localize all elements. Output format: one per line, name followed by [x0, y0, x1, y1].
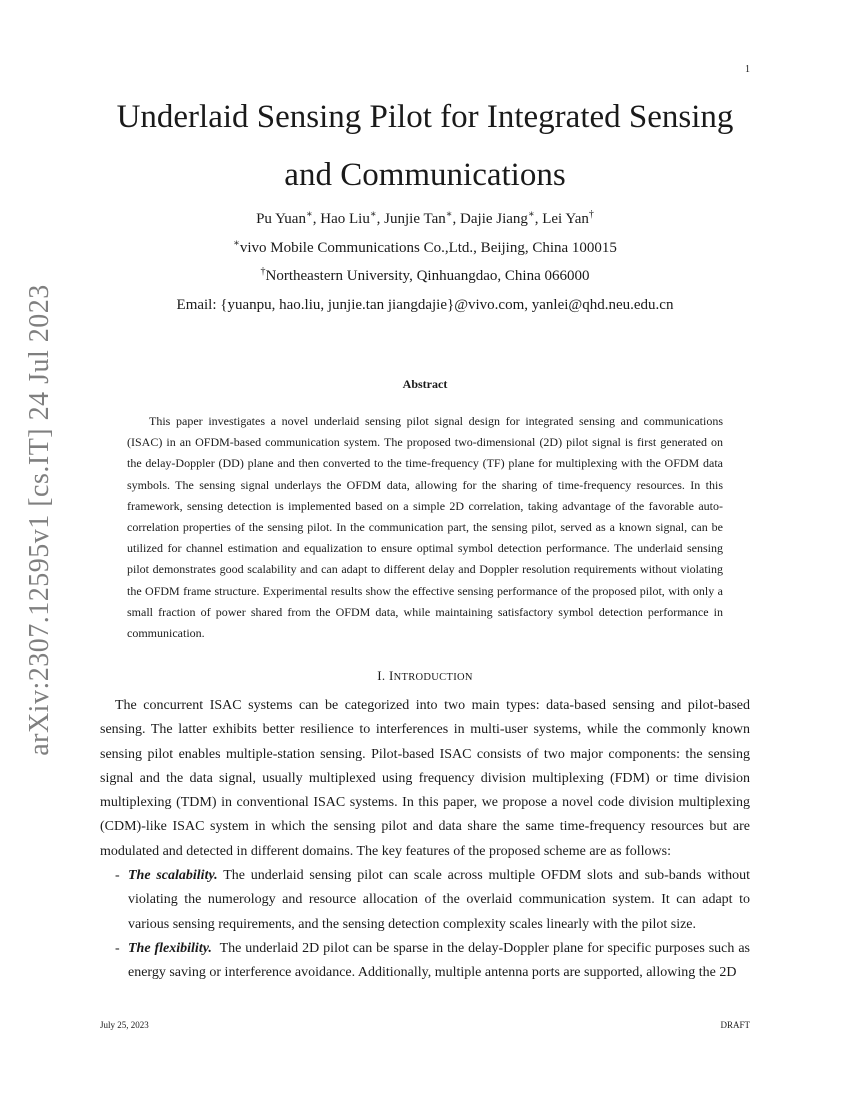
author-block	[100, 205, 750, 319]
section-number: I.	[377, 668, 386, 683]
feature-text: The underlaid 2D pilot can be sparse in the delay-Doppler plane for specific purposes such as energy saving or interference avoidance. Additionally, multiple antenna ports are supported, allowing the 2D	[128, 940, 750, 981]
feature-title: The flexibility.	[128, 940, 212, 956]
paper-title: Underlaid Sensing Pilot for Integrated Sensing and Communications	[116, 99, 734, 193]
abstract-text: This paper investigates a novel underlaid sensing pilot signal design for integrated sensing and communications (ISAC) in an OFDM-based communication system. The proposed two-dimensional (2D) pilot signal is first generated on the delay-Doppler (DD) plane and then converted to the time-frequency (TF) plane for multiplexing with the OFDM data symbols. The sensing signal underlays the OFDM data, allowing for the sharing of time-frequency resources. In this framework, sensing detection is implemented based on a simple 2D correlation, taking advantage of the favorable auto-correlation properties of the sensing pilot. In the communication part, the sensing pilot, served as a known signal, can be utilized for channel estimation and equalization to ensure optimal symbol detection performance. The underlaid sensing pilot demonstrates good scalability and can adapt to different delay and Doppler resolution requirements without violating the OFDM frame structure. Experimental results show the effective sensing performance of the proposed pilot, with only a small fraction of power shared from the OFDM data, while maintaining satisfactory symbol detection performance in communication.	[127, 414, 723, 641]
author-marker: ∗	[305, 209, 313, 220]
author-name: Pu Yuan	[256, 211, 306, 227]
author-email: Email: {yuanpu, hao.liu, junjie.tan jiangdajie}@vivo.com, yanlei@qhd.neu.edu.cn	[176, 296, 674, 313]
arxiv-stamp: arXiv:2307.12595v1 [cs.IT] 24 Jul 2023	[24, 284, 55, 756]
abstract-body	[127, 411, 723, 644]
intro-paragraph: The concurrent ISAC systems can be categorized into two main types: data-based sensing and pilot-based sensing. The latter exhibits better resilience to interferences in multi-user systems, while the commonly known sensing pilot enables multiple-station sensing. Pilot-based ISAC consists of two major components: the sensing signal and the data signal, usually multiplexed using frequency division multiplexing (FDM) or time division multiplexing (TDM) in conventional ISAC systems. In this paper, we propose a novel code division multiplexing (CDM)-like ISAC system in which the sensing pilot and data share the same time-frequency resources but are modulated and detected in different domains. The key features of the proposed scheme are as follows:	[100, 698, 750, 859]
footer-date: July 25, 2023	[100, 1020, 149, 1030]
section-heading-introduction: I. INTRODUCTION	[377, 668, 473, 683]
affiliation-marker: ∗	[233, 237, 240, 249]
footer-status: DRAFT	[720, 1020, 750, 1030]
author-marker: ∗	[369, 209, 377, 220]
feature-title: The scalability.	[128, 868, 218, 884]
feature-item	[100, 937, 750, 986]
affiliation-marker: †	[260, 266, 266, 277]
author-marker: ∗	[445, 209, 453, 220]
abstract-heading: Abstract	[402, 377, 448, 391]
page-number: 1	[745, 64, 750, 75]
introduction-body	[100, 694, 750, 986]
author-marker: ∗	[527, 209, 535, 220]
author-list: Pu Yuan∗, Hao Liu∗, Junjie Tan∗, Dajie Jiang∗, Lei Yan†	[256, 209, 594, 227]
list-dash: -	[115, 940, 120, 956]
affiliation-vivo: ∗vivo Mobile Communications Co.,Ltd., Beijing, China 100015	[233, 237, 617, 256]
author-name: Junjie Tan	[384, 211, 446, 227]
author-name: Dajie Jiang	[460, 211, 528, 227]
affiliation-neu: †Northeastern University, Qinhuangdao, China 066000	[260, 266, 590, 284]
author-name: Lei Yan	[542, 211, 589, 227]
feature-text: The underlaid sensing pilot can scale across multiple OFDM slots and sub-bands without violating the numerology and resource allocation of the overlaid communication system. It can adapt to various sensing requirements, and the sensing detection complexity scales linearly with the pilot size.	[128, 868, 750, 932]
list-dash: -	[115, 868, 120, 884]
feature-item	[100, 864, 750, 937]
author-name: Hao Liu	[320, 211, 370, 227]
feature-list	[100, 864, 750, 985]
author-marker: †	[588, 209, 594, 220]
